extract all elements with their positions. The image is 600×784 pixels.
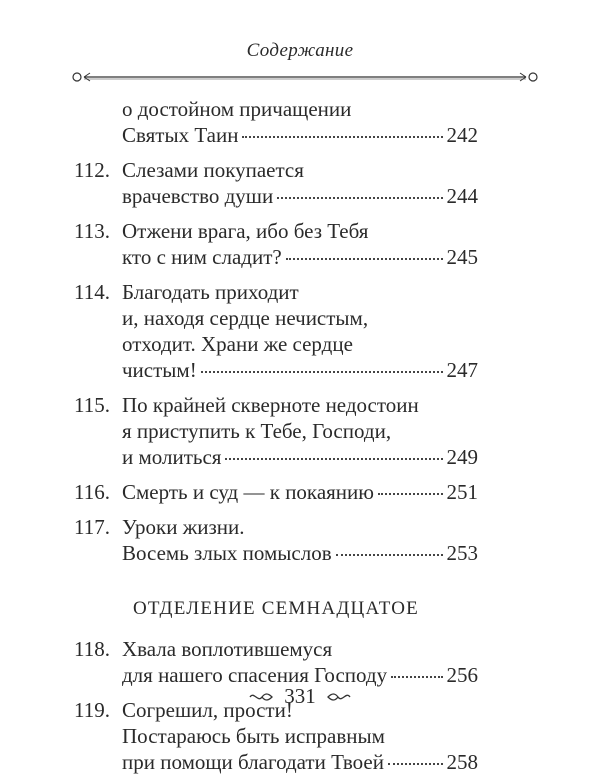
page-footer	[0, 684, 600, 709]
table-of-contents	[74, 96, 478, 784]
entry-title-line: Святых Таин	[122, 123, 239, 147]
dot-leader	[225, 457, 442, 460]
entry-title-line: и, находя сердце нечистым,	[122, 306, 369, 330]
entry-number: 117.	[74, 515, 110, 539]
toc-entries-before	[74, 96, 478, 566]
entry-title-line: о достойном причащении	[122, 97, 352, 121]
running-title: Содержание	[246, 40, 354, 61]
entry-title-line: Восемь злых помыслов	[122, 541, 332, 565]
entry-title-line: врачевство души	[122, 184, 274, 208]
entry-title-line: Слезами покупается	[122, 158, 304, 182]
toc-entry	[74, 479, 478, 505]
page-ref: 247	[446, 358, 478, 382]
dot-leader	[286, 257, 443, 260]
dot-leader	[242, 135, 442, 138]
page-ref: 251	[446, 480, 478, 504]
dot-leader	[391, 675, 442, 678]
entry-title-line: и молиться	[122, 445, 222, 469]
page-ref: 245	[446, 245, 478, 269]
entry-title-line: чистым!	[122, 358, 197, 382]
decorative-rule	[70, 70, 540, 84]
page-number: 331	[284, 684, 316, 708]
toc-entry	[74, 636, 478, 688]
right-ornament-icon	[326, 691, 352, 703]
entry-title-line: при помощи благодати Твоей	[122, 750, 384, 774]
entry-number: 114.	[74, 280, 110, 304]
entry-title-line: Постараюсь быть исправным	[122, 724, 385, 748]
toc-entry	[74, 157, 478, 209]
dot-leader	[336, 553, 443, 556]
page-ref: 258	[446, 750, 478, 774]
entry-title-line: По крайней скверноте недостоин	[122, 393, 419, 417]
entry-title-line: Отжени врага, ибо без Тебя	[122, 219, 369, 243]
page-ref: 253	[446, 541, 478, 565]
page-ref: 242	[446, 123, 478, 147]
entry-title-line: Согрешил, прости!	[122, 698, 293, 722]
entry-number: 113.	[74, 219, 110, 243]
toc-entry	[74, 392, 478, 470]
entry-number: 118.	[74, 637, 110, 661]
page-ref: 244	[446, 184, 478, 208]
entry-title-line: Уроки жизни.	[122, 515, 245, 539]
entry-number: 115.	[74, 393, 110, 417]
entry-title-line: Хвала воплотившемуся	[122, 637, 333, 661]
entry-title-line: для нашего спасения Господу	[122, 663, 388, 687]
entry-number: 112.	[74, 158, 110, 182]
entry-number: 116.	[74, 480, 110, 504]
entry-title-line: кто с ним сладит?	[122, 245, 282, 269]
dot-leader	[388, 762, 443, 765]
toc-entry	[74, 279, 478, 383]
toc-entry	[74, 514, 478, 566]
dot-leader	[378, 492, 443, 495]
dot-leader	[201, 370, 443, 373]
entry-number: 119.	[74, 698, 110, 722]
entry-title-line: Смерть и суд — к покаянию	[122, 480, 374, 504]
page-ref: 249	[446, 445, 478, 469]
page-ref: 256	[446, 663, 478, 687]
entry-title-line: я приступить к Тебе, Господи,	[122, 419, 392, 443]
entry-title-line: отходит. Храни же сердце	[122, 332, 353, 356]
section-heading: ОТДЕЛЕНИЕ СЕМНАДЦАТОЕ	[133, 598, 419, 619]
toc-entry	[74, 96, 478, 148]
dot-leader	[277, 196, 442, 199]
toc-entry	[74, 218, 478, 270]
entry-title-line: Благодать приходит	[122, 280, 299, 304]
left-ornament-icon	[248, 691, 274, 703]
